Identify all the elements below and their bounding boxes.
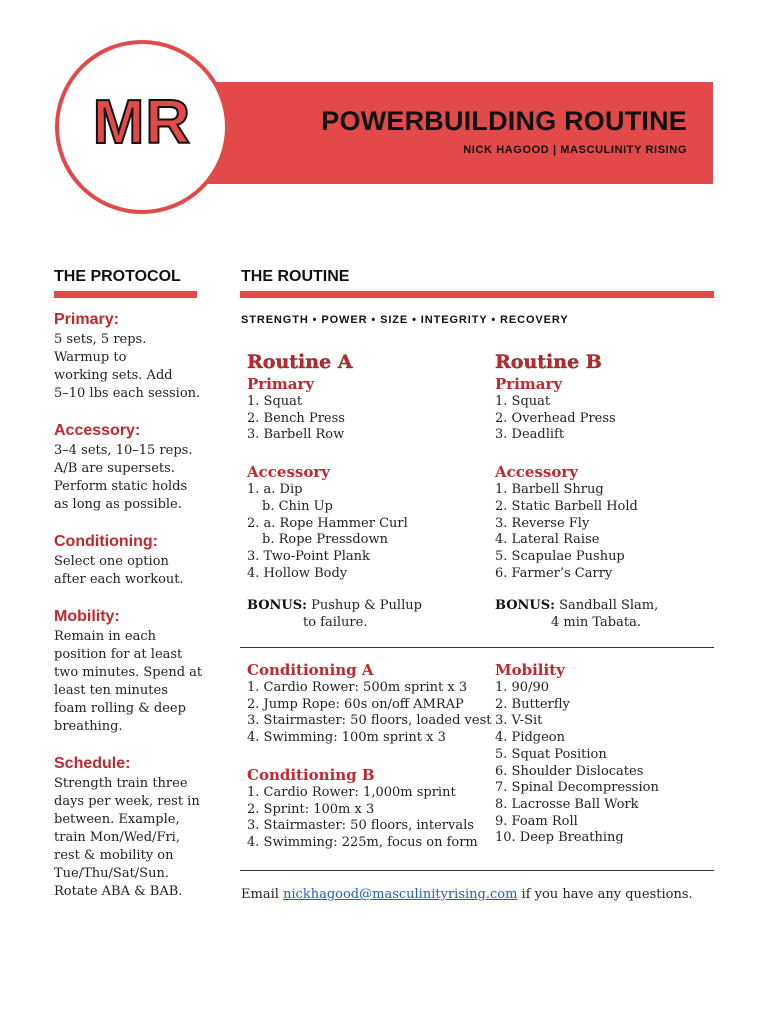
list-item: 1. Squat: [495, 394, 551, 409]
text-line: breathing.: [54, 719, 123, 734]
list-item: 5. Squat Position: [495, 746, 607, 762]
routine-b-title: Routine B: [495, 351, 602, 373]
text-line: train Mon/Wed/Fri,: [54, 830, 180, 845]
email-link[interactable]: nickhagood@masculinityrising.com: [283, 887, 518, 902]
list-item: 3. Barbell Row: [247, 427, 345, 443]
bonus-text: Sandball Slam,: [559, 598, 659, 614]
section-divider: [240, 647, 714, 648]
protocol-schedule-body: [54, 775, 204, 901]
routine-b-accessory-list: [495, 482, 658, 582]
text-line: Select one option: [54, 554, 169, 569]
list-item: 4. Pidgeon: [495, 730, 565, 746]
protocol-accessory: [54, 422, 204, 514]
routine-tagline: STRENGTH • POWER • SIZE • INTEGRITY • RECOVERY: [241, 314, 569, 326]
list-item: 4. Lateral Raise: [495, 532, 600, 548]
list-item: 3. Stairmaster: 50 floors, intervals: [247, 818, 474, 834]
list-item: 2. Bench Press: [247, 410, 345, 426]
protocol-primary-body: [54, 331, 204, 403]
text-line: Tue/Thu/Sat/Sun.: [54, 866, 169, 881]
mobility-list: [495, 680, 659, 847]
routine-a-accessory-list: [247, 482, 422, 582]
routine-b-bonus: [495, 598, 658, 631]
list-item: 1. 90/90: [495, 680, 549, 695]
protocol-conditioning: [54, 533, 204, 589]
header-banner: [160, 82, 713, 184]
protocol-heading: THE PROTOCOL: [54, 268, 181, 285]
list-item: 1. Cardio Rower: 500m sprint x 3: [247, 680, 468, 695]
routine-a-bonus: [247, 598, 422, 631]
routine-a-accessory-label: Accessory: [247, 463, 330, 482]
text-line: 5–10 lbs each session.: [54, 386, 201, 401]
bonus-label: BONUS:: [495, 598, 555, 614]
protocol-primary-title: Primary:: [54, 311, 119, 328]
conditioning-a-list: [247, 680, 491, 747]
list-item: 3. Two-Point Plank: [247, 548, 370, 564]
text-line: Perform static holds: [54, 479, 188, 494]
list-item: 4. Swimming: 225m, focus on form: [247, 834, 478, 850]
footer-contact: [241, 887, 693, 902]
protocol-mobility: [54, 608, 204, 736]
bonus-text: 4 min Tabata.: [551, 615, 641, 631]
list-item: b. Chin Up: [262, 498, 333, 514]
list-item: 4. Swimming: 100m sprint x 3: [247, 730, 446, 746]
routine-a-primary-list: [247, 394, 422, 444]
conditioning-a: [247, 660, 491, 852]
bonus-text: to failure.: [303, 615, 368, 631]
protocol-conditioning-body: [54, 553, 204, 589]
protocol-accessory-body: [54, 442, 204, 514]
page-subtitle: NICK HAGOOD | MASCULINITY RISING: [463, 144, 687, 156]
list-item: 2. Static Barbell Hold: [495, 498, 638, 514]
protocol-schedule-title: Schedule:: [54, 755, 131, 772]
protocol-accessory-title: Accessory:: [54, 422, 141, 439]
text-line: working sets. Add: [54, 368, 173, 383]
text-line: least ten minutes: [54, 683, 168, 698]
conditioning-b-list: [247, 785, 491, 852]
list-item: 7. Spinal Decompression: [495, 780, 659, 796]
list-item: 9. Foam Roll: [495, 813, 578, 829]
text-line: as long as possible.: [54, 497, 182, 512]
logo-text: MR: [92, 88, 192, 157]
protocol-mobility-body: [54, 628, 204, 736]
mobility-title: Mobility: [495, 661, 565, 679]
list-item: 3. V-Sit: [495, 713, 543, 729]
list-item: 8. Lacrosse Ball Work: [495, 796, 639, 812]
list-item: 1. Squat: [247, 394, 303, 409]
list-item: 1. Cardio Rower: 1,000m sprint: [247, 784, 456, 800]
protocol-column: [54, 311, 204, 920]
conditioning-a-title: Conditioning A: [247, 661, 374, 679]
text-line: A/B are supersets.: [54, 461, 175, 476]
routine-b-primary-label: Primary: [495, 375, 563, 393]
list-item: 1. Barbell Shrug: [495, 482, 604, 498]
footer-divider: [240, 870, 714, 871]
routine-heading: THE ROUTINE: [241, 268, 350, 285]
routine-b: [495, 350, 658, 632]
text-line: between. Example,: [54, 812, 180, 827]
routine-a: [247, 350, 422, 632]
protocol-divider: [54, 291, 197, 298]
bonus-text: Pushup & Pullup: [311, 598, 422, 614]
routine-a-title: Routine A: [247, 351, 353, 373]
list-item: 5. Scapulae Pushup: [495, 548, 625, 564]
list-item: b. Rope Pressdown: [262, 532, 388, 548]
text-line: Warmup to: [54, 350, 127, 365]
list-item: 3. Reverse Fly: [495, 515, 590, 531]
protocol-mobility-title: Mobility:: [54, 608, 120, 625]
protocol-conditioning-title: Conditioning:: [54, 533, 158, 550]
text-line: 5 sets, 5 reps.: [54, 332, 147, 347]
text-line: 3–4 sets, 10–15 reps.: [54, 443, 193, 458]
list-item: 4. Hollow Body: [247, 565, 348, 581]
routine-a-primary-label: Primary: [247, 375, 315, 393]
text-line: position for at least: [54, 647, 183, 662]
text-line: Remain in each: [54, 629, 156, 644]
list-item: 2. Overhead Press: [495, 410, 616, 426]
protocol-schedule: [54, 755, 204, 901]
page-title: POWERBUILDING ROUTINE: [321, 106, 687, 136]
list-item: 10. Deep Breathing: [495, 830, 624, 846]
text-line: days per week, rest in: [54, 794, 200, 809]
list-item: 2. Butterfly: [495, 696, 570, 712]
logo: [55, 40, 229, 214]
footer-prefix: Email: [241, 887, 284, 902]
text-line: after each workout.: [54, 572, 184, 587]
text-line: Strength train three: [54, 776, 188, 791]
routine-b-accessory-label: Accessory: [495, 463, 578, 482]
footer-suffix: if you have any questions.: [517, 887, 693, 902]
protocol-primary: [54, 311, 204, 403]
mobility: [495, 660, 659, 847]
list-item: 6. Shoulder Dislocates: [495, 763, 644, 779]
routine-divider: [240, 291, 714, 298]
list-item: 3. Stairmaster: 50 floors, loaded vest: [247, 713, 492, 729]
text-line: Rotate ABA & BAB.: [54, 884, 183, 899]
list-item: 1. a. Dip: [247, 482, 303, 498]
conditioning-b-title: Conditioning B: [247, 765, 375, 784]
routine-b-primary-list: [495, 394, 658, 444]
list-item: 3. Deadlift: [495, 427, 565, 443]
list-item: 6. Farmer’s Carry: [495, 565, 613, 581]
list-item: 2. Jump Rope: 60s on/off AMRAP: [247, 696, 464, 712]
bonus-label: BONUS:: [247, 598, 307, 614]
list-item: 2. a. Rope Hammer Curl: [247, 515, 408, 531]
list-item: 2. Sprint: 100m x 3: [247, 801, 375, 817]
text-line: rest & mobility on: [54, 848, 174, 863]
text-line: two minutes. Spend at: [54, 665, 203, 680]
text-line: foam rolling & deep: [54, 701, 186, 716]
